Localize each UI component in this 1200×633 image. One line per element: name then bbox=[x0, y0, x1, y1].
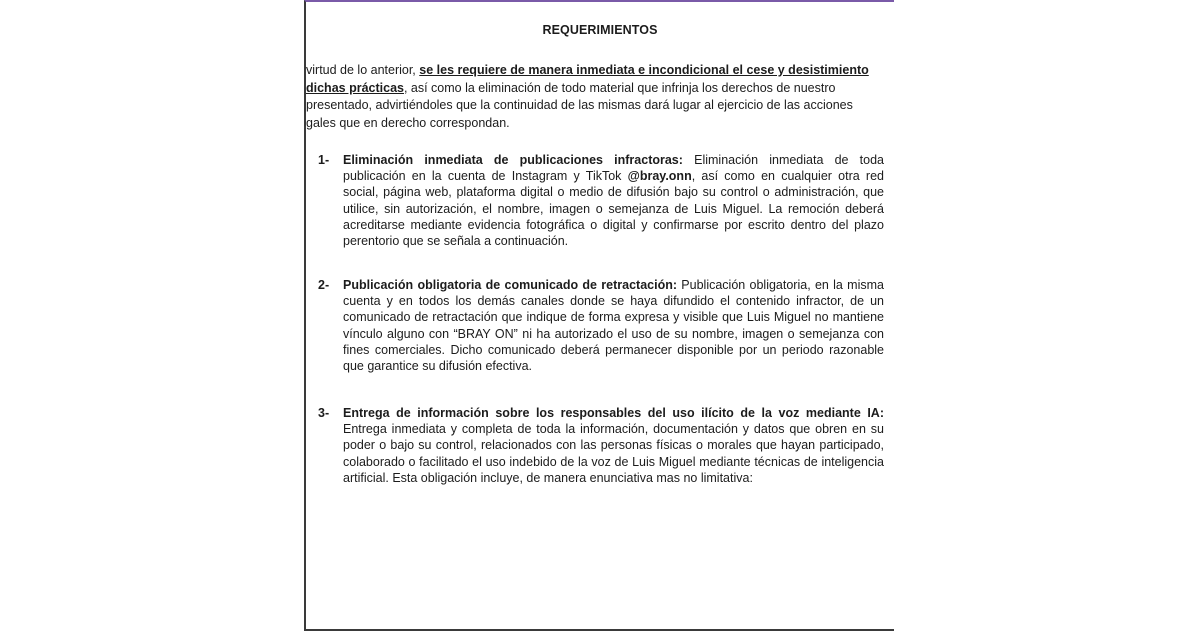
social-handle: @bray.onn bbox=[627, 169, 692, 184]
requirement-item-1 bbox=[318, 152, 884, 249]
requirement-number: 1- bbox=[318, 153, 330, 167]
requirement-body bbox=[343, 152, 884, 249]
requirement-number: 2- bbox=[318, 278, 330, 292]
intro-line-4: gales que en derecho correspondan. bbox=[306, 115, 510, 130]
requirement-title: Publicación obligatoria de comunicado de retractación: bbox=[343, 278, 678, 292]
requirement-body bbox=[343, 405, 884, 486]
requirement-text: Entrega inmediata y completa de toda la información, documentación y datos que obren en su poder o bajo su control, relacionados con las personas físicas o morales que hayan participado, colaborado o facilitado el uso indebido de la voz de Luis Miguel mediante técnicas de inteligencia artificial. Esta obligación incluye, de manera enunciativa mas no limitativa: bbox=[343, 422, 884, 485]
requirement-number: 3- bbox=[318, 406, 330, 420]
requirement-item-3 bbox=[318, 405, 884, 486]
intro-line-2 bbox=[306, 80, 886, 98]
requirement-text: Publicación obligatoria, en la misma cuenta y en todos los demás canales donde se haya difundido el contenido infractor, de un comunicado de retractación que indique de forma expresa y visible que Luis Miguel no mantiene vínculo alguno con “BRAY ON” ni ha autorizado el uso de su nombre, imagen o semejanza con fines comerciales. Dicho comunicado deberá permanecer disponible por un periodo razonable que garantice su difusión efectiva. bbox=[343, 278, 884, 374]
requirement-item-2 bbox=[318, 277, 884, 374]
requirement-title: Eliminación inmediata de publicaciones infractoras: bbox=[343, 153, 683, 167]
requirement-text: , así como en cualquier otra red social, página web, plataforma digital o medio de difusión bajo su control o administración, que utilice, sin autorización, el nombre, imagen o semejanza de Luis Miguel. La remoción deberá acreditarse mediante evidencia fotográfica o digital y confirmarse por escrito dentro del plazo perentorio que se señala a continuación. bbox=[343, 169, 884, 249]
section-heading: REQUERIMIENTOS bbox=[542, 23, 658, 37]
intro-line-3: presentado, advirtiéndoles que la continuidad de las mismas dará lugar al ejercicio de las acciones bbox=[306, 98, 853, 112]
requirement-text: Eliminación inmediata de toda publicación en la cuenta de Instagram y TikTok bbox=[343, 153, 884, 184]
requirement-body bbox=[343, 277, 884, 374]
intro-text: , así como la eliminación de todo material que infrinja los derechos de nuestro bbox=[403, 80, 836, 95]
intro-emphasis: se les requiere de manera inmediata e incondicional el cese y desistimiento bbox=[419, 63, 869, 77]
intro-line-1 bbox=[306, 62, 886, 80]
intro-paragraph bbox=[306, 62, 886, 132]
document-page bbox=[304, 0, 894, 631]
intro-emphasis: dichas prácticas bbox=[306, 80, 404, 95]
intro-text: virtud de lo anterior, bbox=[306, 63, 420, 77]
requirement-title: Entrega de información sobre los responsables del uso ilícito de la voz mediante IA: bbox=[343, 406, 884, 420]
